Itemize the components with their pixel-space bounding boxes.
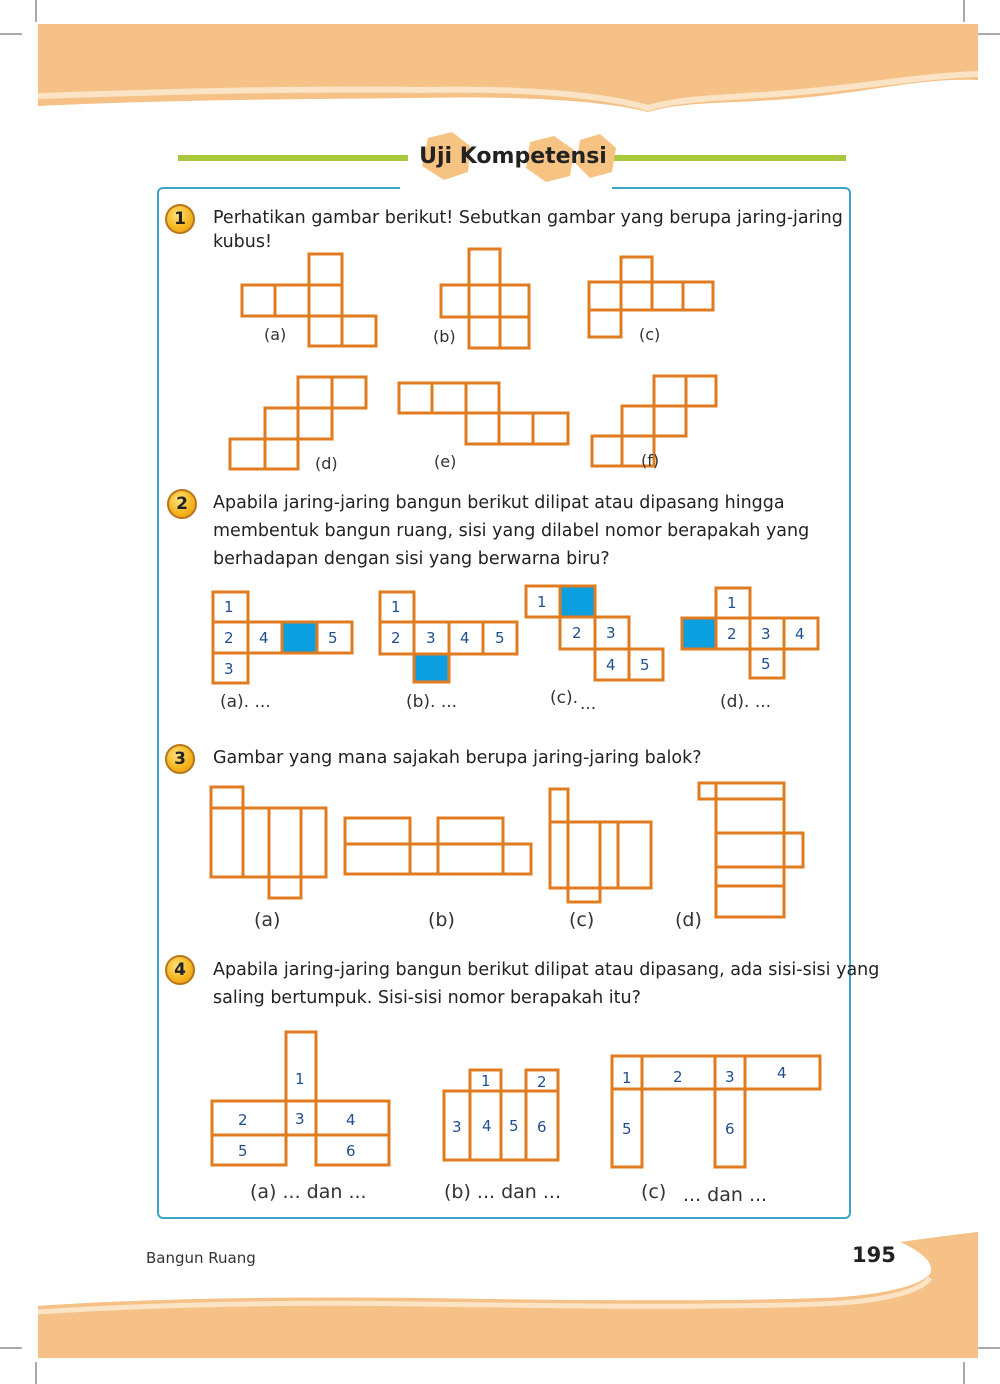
cell-number: 2 (224, 629, 234, 647)
figure-label: (f) (641, 451, 660, 470)
cell-number: 3 (295, 1110, 305, 1128)
cell-number: 4 (346, 1111, 356, 1129)
question-number-badge: 4 (165, 955, 195, 985)
cell-number: 6 (346, 1142, 356, 1160)
cell-number: 2 (537, 1073, 547, 1091)
cell-number: 3 (224, 660, 234, 678)
cell-number: 3 (725, 1068, 735, 1086)
cell-number: 5 (495, 629, 505, 647)
cell-number: 1 (537, 593, 547, 611)
figure-label: (b) (433, 327, 456, 346)
cell-number: 5 (238, 1142, 248, 1160)
question-2-line-1: Apabila jaring-jaring bangun berikut dilipat atau dipasang hingga (213, 493, 785, 513)
figure-label: (d) (315, 454, 338, 473)
cell-number: 4 (606, 656, 616, 674)
cell-number: 4 (777, 1064, 787, 1082)
figure-label: (a) (254, 909, 281, 931)
cell-number: 1 (224, 598, 234, 616)
cell-number: 3 (452, 1118, 462, 1136)
question-4-line-2: saling bertumpuk. Sisi-sisi nomor berapakah itu? (213, 988, 641, 1008)
figure-label: (c) (569, 909, 595, 931)
figure-label: (b) (428, 909, 455, 931)
cell-number: 1 (622, 1069, 632, 1087)
cell-number: 5 (761, 655, 771, 673)
question-2-line-3: berhadapan dengan sisi yang berwarna biru? (213, 549, 610, 569)
question-3-line-1: Gambar yang mana sajakah berupa jaring-jaring balok? (213, 748, 702, 768)
cell-number: 1 (727, 594, 737, 612)
cell-number: 6 (725, 1120, 735, 1138)
figure-label: ... (580, 694, 597, 714)
question-1-line-2: kubus! (213, 232, 273, 252)
cell-number: 4 (795, 625, 805, 643)
cell-number: 2 (572, 624, 582, 642)
question-number-badge: 1 (165, 204, 195, 234)
question-4-line-1: Apabila jaring-jaring bangun berikut dilipat atau dipasang, ada sisi-sisi yang (213, 960, 880, 980)
figure-label: (e) (434, 452, 457, 471)
cell-number: 2 (238, 1111, 248, 1129)
cell-number: 2 (727, 625, 737, 643)
cell-number: 1 (295, 1070, 305, 1088)
cell-number: 5 (640, 656, 650, 674)
figure-label: (d). ... (720, 692, 772, 712)
question-number-badge: 3 (165, 744, 195, 774)
figure-label: ... dan ... (683, 1184, 768, 1206)
figure-label: (b) ... dan ... (444, 1181, 561, 1203)
page-number: 195 (852, 1243, 896, 1267)
question-2-line-2: membentuk bangun ruang, sisi yang dilabel nomor berapakah yang (213, 521, 810, 541)
figure-label: (a) (264, 325, 287, 344)
cell-number: 4 (259, 629, 269, 647)
figure-label: (c) (639, 325, 661, 344)
question-1-line-1: Perhatikan gambar berikut! Sebutkan gambar yang berupa jaring-jaring (213, 208, 843, 228)
figure-label: (a) ... dan ... (250, 1181, 367, 1203)
cell-number: 5 (509, 1117, 519, 1135)
figure-label: (b). ... (406, 692, 458, 712)
cell-number: 1 (481, 1072, 491, 1090)
cell-number: 5 (328, 629, 338, 647)
figure-label: (a). ... (220, 692, 271, 712)
figure-label: (d) (675, 909, 702, 931)
cell-number: 3 (426, 629, 436, 647)
cell-number: 3 (606, 624, 616, 642)
cell-number: 2 (391, 629, 401, 647)
cell-number: 1 (391, 598, 401, 616)
cell-number: 4 (482, 1117, 492, 1135)
cell-number: 5 (622, 1120, 632, 1138)
question-number-badge: 2 (167, 489, 197, 519)
figure-label: (c). (550, 688, 579, 708)
cell-number: 4 (460, 629, 470, 647)
cell-number: 2 (673, 1068, 683, 1086)
footer-section-title: Bangun Ruang (146, 1249, 256, 1267)
cell-number: 3 (761, 625, 771, 643)
cell-number: 6 (537, 1118, 547, 1136)
bottom-decorative-band (0, 1230, 1000, 1384)
page-title: Uji Kompetensi (419, 144, 607, 169)
figure-label: (c) (641, 1181, 667, 1203)
